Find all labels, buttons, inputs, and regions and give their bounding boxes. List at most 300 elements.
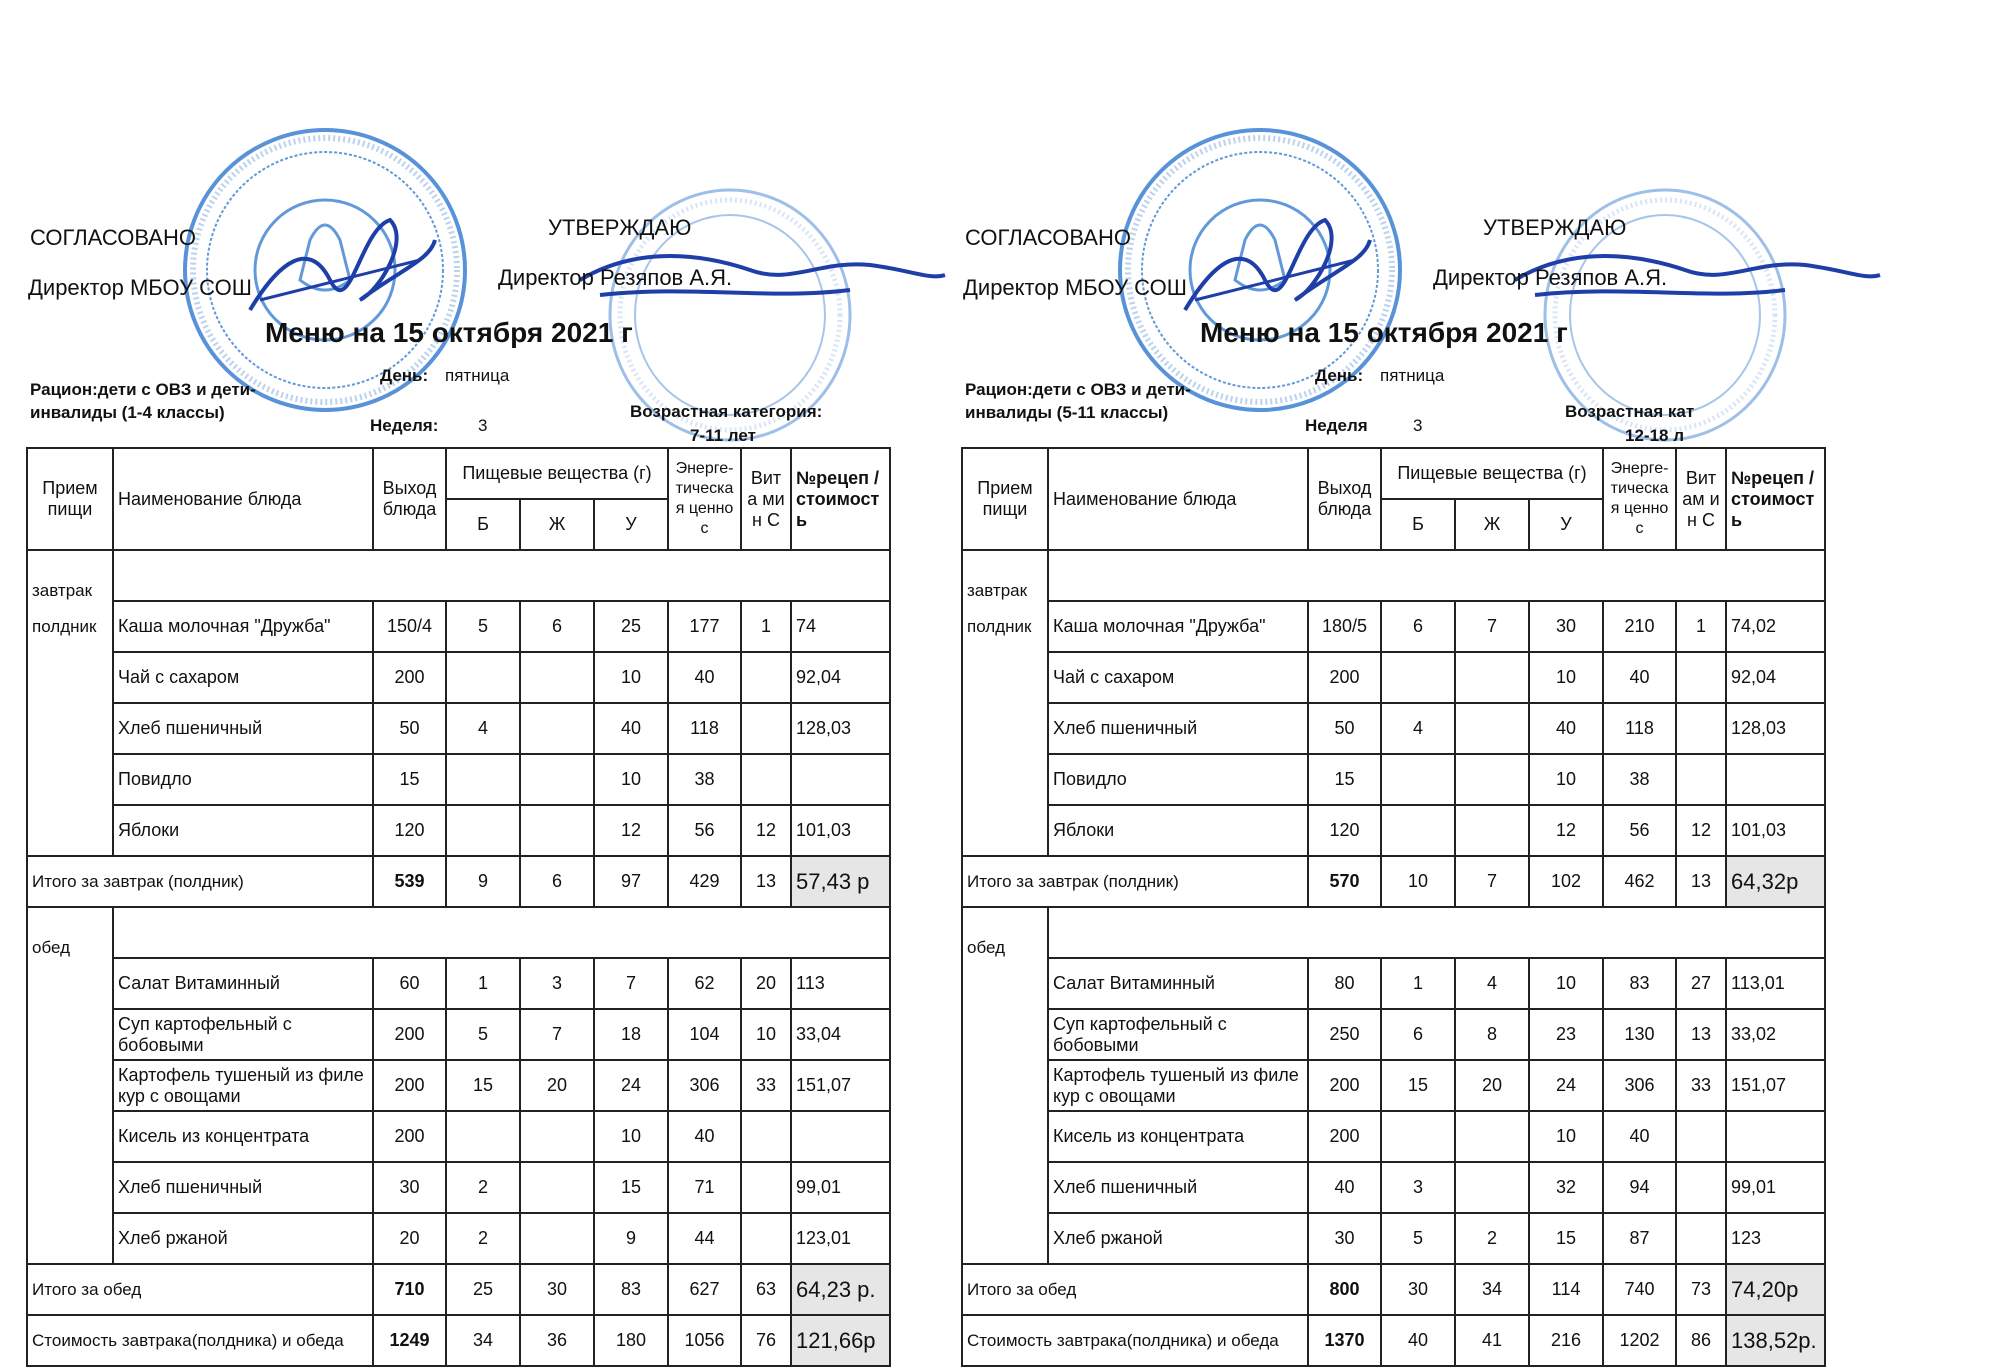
col-header-dish: Наименование блюда [1048,448,1308,550]
cell-e: 40 [1603,1111,1676,1162]
total-cost: 57,43 р [791,856,890,907]
cell-recipe-cost: 74 [791,601,890,652]
col-header-meal: Прием пищи [962,448,1048,550]
cell-recipe-cost: 99,01 [1726,1162,1825,1213]
cell-u: 18 [594,1009,668,1060]
cell-u: 24 [594,1060,668,1111]
table-row [27,1060,890,1111]
cell-c: 33 [1676,1060,1726,1111]
col-header-protein: Б [446,499,520,550]
total-b: 10 [1381,856,1455,907]
total-u: 83 [594,1264,668,1315]
cell-recipe-cost: 113,01 [1726,958,1825,1009]
cell-e: 40 [668,1111,741,1162]
cell-zh: 8 [1455,1009,1529,1060]
page-title: Меню на 15 октября 2021 г [265,317,633,348]
approve-label: УТВЕРЖДАЮ [1483,215,1627,240]
dish-name: Хлеб пшеничный [1048,703,1308,754]
dish-name: Кисель из концентрата [113,1111,373,1162]
cell-b: 2 [446,1162,520,1213]
cell-e: 71 [668,1162,741,1213]
header-row [27,448,890,499]
cell-u: 7 [594,958,668,1009]
director-school-label: Директор МБОУ СОШ [963,275,1187,300]
cell-zh [520,703,594,754]
col-header-vitamin: Вита мин С [741,448,791,550]
cell-u: 12 [1529,805,1603,856]
cell-c [741,652,791,703]
col-header-energy: Энерге-тическая ценнос [668,448,741,550]
cell-u: 40 [1529,703,1603,754]
cell-u: 10 [594,1111,668,1162]
cell-e: 104 [668,1009,741,1060]
total-zh: 36 [520,1315,594,1366]
cell-recipe-cost: 128,03 [791,703,890,754]
cell-c [1676,1162,1726,1213]
cell-yield: 50 [1308,703,1381,754]
cell-recipe-cost: 33,02 [1726,1009,1825,1060]
total-b: 34 [446,1315,520,1366]
col-header-recipe: №рецеп /стоимость [1726,448,1825,550]
dish-name: Чай с сахаром [1048,652,1308,703]
cell-yield: 120 [373,805,446,856]
cell-c [1676,652,1726,703]
cell-b: 5 [446,1009,520,1060]
total-zh: 34 [1455,1264,1529,1315]
meal-lunch-label: обед [27,907,113,1264]
cell-u: 10 [1529,1111,1603,1162]
cell-b [1381,1111,1455,1162]
cell-e: 118 [668,703,741,754]
table-row [962,754,1825,805]
cell-b [446,754,520,805]
dish-name: Хлеб пшеничный [1048,1162,1308,1213]
col-header-meal: Прием пищи [27,448,113,550]
table-row [27,958,890,1009]
dish-name: Хлеб пшеничный [113,703,373,754]
dish-name: Суп картофельный с бобовыми [113,1009,373,1060]
diet-line-1: Рацион:дети с ОВЗ и дети- [30,380,256,399]
cell-b [446,1111,520,1162]
total-u: 97 [594,856,668,907]
dish-name: Суп картофельный с бобовыми [1048,1009,1308,1060]
menu-table [961,447,1826,1367]
cell-e: 306 [668,1060,741,1111]
cell-u: 15 [594,1162,668,1213]
cell-u: 15 [1529,1213,1603,1264]
cell-b [446,652,520,703]
meal-breakfast-cell [962,550,1048,856]
total-e: 462 [1603,856,1676,907]
blank-cell [1048,907,1825,958]
dish-name: Чай с сахаром [113,652,373,703]
cell-recipe-cost: 151,07 [791,1060,890,1111]
cell-recipe-cost: 92,04 [1726,652,1825,703]
cell-e: 177 [668,601,741,652]
cell-u: 32 [1529,1162,1603,1213]
total-c: 73 [1676,1264,1726,1315]
table-row [27,1213,890,1264]
total-cost: 138,52р. [1726,1315,1825,1366]
cell-zh: 20 [520,1060,594,1111]
cell-yield: 200 [373,1009,446,1060]
signature-left [240,200,440,330]
cell-b: 15 [446,1060,520,1111]
cell-yield: 200 [1308,1060,1381,1111]
cell-b [446,805,520,856]
cell-e: 40 [1603,652,1676,703]
week-value: 3 [1413,416,1423,435]
cell-recipe-cost: 151,07 [1726,1060,1825,1111]
cell-c: 10 [741,1009,791,1060]
cell-u: 23 [1529,1009,1603,1060]
cell-e: 118 [1603,703,1676,754]
cell-u: 10 [1529,958,1603,1009]
cell-recipe-cost: 99,01 [791,1162,890,1213]
cell-yield: 30 [1308,1213,1381,1264]
cell-e: 94 [1603,1162,1676,1213]
total-e: 1202 [1603,1315,1676,1366]
cell-yield: 15 [1308,754,1381,805]
cell-zh: 4 [1455,958,1529,1009]
cell-yield: 200 [373,1111,446,1162]
table-row [962,1060,1825,1111]
cell-e: 87 [1603,1213,1676,1264]
total-e: 1056 [668,1315,741,1366]
total-zh: 6 [520,856,594,907]
day-value: пятница [1380,366,1445,385]
signature-left [1175,200,1375,330]
cell-e: 62 [668,958,741,1009]
menu-table [26,447,891,1367]
cell-b [1381,754,1455,805]
cell-yield: 150/4 [373,601,446,652]
cell-yield: 80 [1308,958,1381,1009]
dish-name: Салат Витаминный [113,958,373,1009]
cell-zh [520,1162,594,1213]
cell-recipe-cost: 92,04 [791,652,890,703]
dish-name: Каша молочная "Дружба" [1048,601,1308,652]
week-label: Неделя [1305,416,1368,435]
cell-zh [520,652,594,703]
cell-b [1381,805,1455,856]
cell-yield: 120 [1308,805,1381,856]
total-u: 180 [594,1315,668,1366]
cell-c: 20 [741,958,791,1009]
cell-e: 38 [668,754,741,805]
breakfast-total-row [962,856,1825,907]
cell-e: 40 [668,652,741,703]
cell-c [741,754,791,805]
total-e: 740 [1603,1264,1676,1315]
director-school-label: Директор МБОУ СОШ [28,275,252,300]
cell-e: 56 [668,805,741,856]
cell-zh [520,805,594,856]
table-row [962,652,1825,703]
table-row [962,958,1825,1009]
total-zh: 30 [520,1264,594,1315]
director-name-label: Директор Резяпов А.Я. [498,265,733,290]
cell-e: 44 [668,1213,741,1264]
week-label: Неделя: [370,416,439,435]
cell-yield: 60 [373,958,446,1009]
col-header-yield: Выход блюда [1308,448,1381,550]
table-row [27,1162,890,1213]
cell-yield: 200 [1308,652,1381,703]
col-header-carbs: У [594,499,668,550]
cell-recipe-cost: 128,03 [1726,703,1825,754]
col-header-nutrients: Пищевые вещества (г) [446,448,668,499]
cell-c: 27 [1676,958,1726,1009]
total-c: 86 [1676,1315,1726,1366]
cell-b [1381,652,1455,703]
cell-c: 33 [741,1060,791,1111]
total-cost: 64,23 р. [791,1264,890,1315]
cell-e: 56 [1603,805,1676,856]
cell-e: 130 [1603,1009,1676,1060]
col-header-recipe: №рецеп /стоимость [791,448,890,550]
total-label: Итого за обед [962,1264,1308,1315]
total-yield: 1370 [1308,1315,1381,1366]
total-yield: 800 [1308,1264,1381,1315]
cell-zh [1455,703,1529,754]
cell-b: 3 [1381,1162,1455,1213]
cell-u: 10 [594,754,668,805]
blank-cell [113,550,890,601]
col-header-yield: Выход блюда [373,448,446,550]
header-row [962,448,1825,499]
table-row [962,1213,1825,1264]
cell-u: 9 [594,1213,668,1264]
cell-e: 306 [1603,1060,1676,1111]
cell-b: 6 [1381,1009,1455,1060]
cell-c: 12 [741,805,791,856]
cell-recipe-cost: 123,01 [791,1213,890,1264]
total-cost: 121,66р [791,1315,890,1366]
table-row [27,703,890,754]
agreed-label: СОГЛАСОВАНО [965,225,1131,250]
meal-snack-label: полдник [32,617,97,636]
day-label: День: [1315,366,1364,385]
diet-line-2: инвалиды (1-4 классы) [30,403,225,422]
dish-name: Картофель тушеный из филе кур с овощами [113,1060,373,1111]
cell-zh [1455,805,1529,856]
dish-name: Яблоки [1048,805,1308,856]
cell-zh: 2 [1455,1213,1529,1264]
table-row [962,1162,1825,1213]
cell-yield: 200 [1308,1111,1381,1162]
cell-yield: 250 [1308,1009,1381,1060]
meal-snack-label: полдник [967,617,1032,636]
cell-b: 6 [1381,601,1455,652]
table-row [27,601,890,652]
table-row [27,550,890,601]
cell-c [741,1162,791,1213]
dish-name: Хлеб ржаной [113,1213,373,1264]
cell-b: 4 [446,703,520,754]
cell-c: 1 [741,601,791,652]
total-e: 627 [668,1264,741,1315]
cell-c [1676,1111,1726,1162]
total-label: Стоимость завтрака(полдника) и обеда [962,1315,1308,1366]
cell-yield: 40 [1308,1162,1381,1213]
cell-recipe-cost: 123 [1726,1213,1825,1264]
cell-zh [1455,1162,1529,1213]
cell-u: 25 [594,601,668,652]
dish-name: Кисель из концентрата [1048,1111,1308,1162]
cell-b: 4 [1381,703,1455,754]
blank-cell [1048,550,1825,601]
day-value: пятница [445,366,510,385]
blank-cell [113,907,890,958]
cell-e: 83 [1603,958,1676,1009]
total-yield: 539 [373,856,446,907]
table-row [962,1111,1825,1162]
col-header-dish: Наименование блюда [113,448,373,550]
cell-c: 1 [1676,601,1726,652]
cell-c: 12 [1676,805,1726,856]
total-b: 9 [446,856,520,907]
cell-c [741,1111,791,1162]
table-row [962,805,1825,856]
dish-name: Салат Витаминный [1048,958,1308,1009]
table-row [27,907,890,958]
total-yield: 570 [1308,856,1381,907]
diet-line-2: инвалиды (5-11 классы) [965,403,1169,422]
cell-zh [1455,652,1529,703]
total-b: 40 [1381,1315,1455,1366]
cell-b: 2 [446,1213,520,1264]
cell-c [1676,1213,1726,1264]
age-category-label: Возрастная кат [1565,402,1695,421]
cell-u: 10 [594,652,668,703]
director-name-label: Директор Резяпов А.Я. [1433,265,1668,290]
dish-name: Каша молочная "Дружба" [113,601,373,652]
total-cost: 64,32р [1726,856,1825,907]
cell-recipe-cost [1726,1111,1825,1162]
meal-breakfast-cell [27,550,113,856]
cell-zh: 7 [1455,601,1529,652]
table-row [27,1009,890,1060]
cell-zh: 7 [520,1009,594,1060]
menu-page-5-11 [935,0,1935,1360]
table-row [962,550,1825,601]
cell-u: 24 [1529,1060,1603,1111]
table-row [962,1009,1825,1060]
table-row [962,907,1825,958]
cell-yield: 30 [373,1162,446,1213]
total-zh: 41 [1455,1315,1529,1366]
dish-name: Хлеб ржаной [1048,1213,1308,1264]
total-u: 114 [1529,1264,1603,1315]
total-c: 76 [741,1315,791,1366]
dish-name: Повидло [1048,754,1308,805]
cell-u: 40 [594,703,668,754]
grand-total-row [962,1315,1825,1366]
cell-e: 210 [1603,601,1676,652]
dish-name: Яблоки [113,805,373,856]
cell-yield: 20 [373,1213,446,1264]
cell-recipe-cost [791,1111,890,1162]
dish-name: Повидло [113,754,373,805]
col-header-carbs: У [1529,499,1603,550]
age-category-value: 12-18 л [1625,426,1685,445]
total-c: 63 [741,1264,791,1315]
cell-b: 1 [446,958,520,1009]
cell-u: 10 [1529,754,1603,805]
cell-c [741,1213,791,1264]
cell-u: 10 [1529,652,1603,703]
table-row [27,754,890,805]
cell-zh [1455,1111,1529,1162]
cell-b: 5 [446,601,520,652]
cell-c [1676,754,1726,805]
table-row [962,601,1825,652]
meal-lunch-label: обед [962,907,1048,1264]
col-header-vitamin: Витам ин С [1676,448,1726,550]
total-b: 30 [1381,1264,1455,1315]
cell-yield: 200 [373,652,446,703]
cell-recipe-cost: 101,03 [791,805,890,856]
cell-u: 30 [1529,601,1603,652]
day-label: День: [380,366,429,385]
total-cost: 74,20р [1726,1264,1825,1315]
meal-breakfast-label: завтрак [967,581,1028,600]
col-header-energy: Энерге-тическая ценнос [1603,448,1676,550]
cell-c [1676,703,1726,754]
col-header-protein: Б [1381,499,1455,550]
agreed-label: СОГЛАСОВАНО [30,225,196,250]
grand-total-row [27,1315,890,1366]
cell-yield: 200 [373,1060,446,1111]
cell-zh [1455,754,1529,805]
cell-zh [520,1213,594,1264]
cell-c: 13 [1676,1009,1726,1060]
cell-zh [520,1111,594,1162]
cell-yield: 180/5 [1308,601,1381,652]
cell-recipe-cost: 113 [791,958,890,1009]
cell-b: 1 [1381,958,1455,1009]
total-label: Итого за завтрак (полдник) [27,856,373,907]
cell-recipe-cost: 33,04 [791,1009,890,1060]
menu-page-1-4 [0,0,1000,1360]
cell-recipe-cost: 74,02 [1726,601,1825,652]
total-u: 102 [1529,856,1603,907]
age-category-value: 7-11 лет [690,426,756,445]
total-c: 13 [741,856,791,907]
table-row [27,652,890,703]
cell-zh: 6 [520,601,594,652]
meal-breakfast-label: завтрак [32,581,93,600]
col-header-fat: Ж [520,499,594,550]
approve-label: УТВЕРЖДАЮ [548,215,692,240]
total-yield: 710 [373,1264,446,1315]
cell-b: 5 [1381,1213,1455,1264]
table-row [27,1111,890,1162]
cell-recipe-cost: 101,03 [1726,805,1825,856]
total-label: Стоимость завтрака(полдника) и обеда [27,1315,373,1366]
cell-recipe-cost [1726,754,1825,805]
col-header-nutrients: Пищевые вещества (г) [1381,448,1603,499]
total-e: 429 [668,856,741,907]
breakfast-total-row [27,856,890,907]
total-u: 216 [1529,1315,1603,1366]
total-zh: 7 [1455,856,1529,907]
cell-recipe-cost [791,754,890,805]
cell-yield: 15 [373,754,446,805]
cell-zh: 3 [520,958,594,1009]
total-label: Итого за завтрак (полдник) [962,856,1308,907]
